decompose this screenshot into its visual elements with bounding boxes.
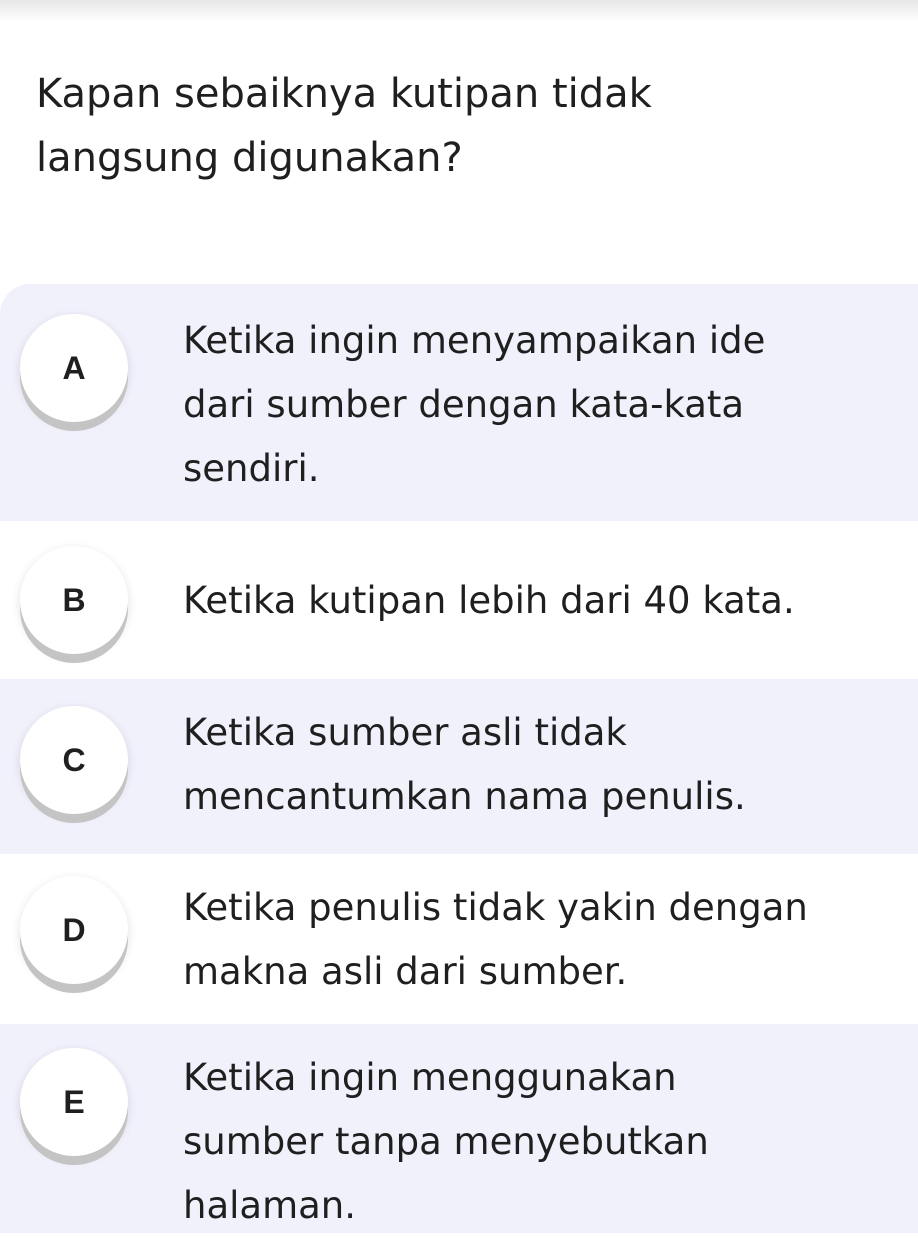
option-b-text: Ketika kutipan lebih dari 40 kata. — [183, 579, 795, 622]
question-text: Kapan sebaiknya kutipan tidak langsung digunakan? — [36, 71, 652, 181]
option-c[interactable] — [0, 679, 918, 854]
option-a[interactable] — [0, 284, 918, 521]
option-b-letter-badge[interactable]: B — [20, 546, 128, 654]
option-e[interactable] — [0, 1024, 918, 1233]
option-e-text: Ketika ingin menggunakan sumber tanpa menyebutkan halaman. — [183, 1056, 709, 1227]
top-edge-shadow — [0, 0, 918, 22]
option-d[interactable] — [0, 854, 918, 1024]
option-a-text: Ketika ingin menyampaikan ide dari sumber dengan kata-kata sendiri. — [183, 319, 766, 490]
option-a-letter-badge[interactable]: A — [20, 314, 128, 422]
option-c-text: Ketika sumber asli tidak mencantumkan nama penulis. — [183, 711, 746, 818]
option-e-letter-badge[interactable]: E — [20, 1048, 128, 1156]
option-d-letter-badge[interactable]: D — [20, 876, 128, 984]
answer-options-list — [0, 284, 918, 1233]
option-b[interactable] — [0, 521, 918, 679]
option-d-text: Ketika penulis tidak yakin dengan makna asli dari sumber. — [183, 886, 808, 993]
option-c-letter-badge[interactable]: C — [20, 706, 128, 814]
